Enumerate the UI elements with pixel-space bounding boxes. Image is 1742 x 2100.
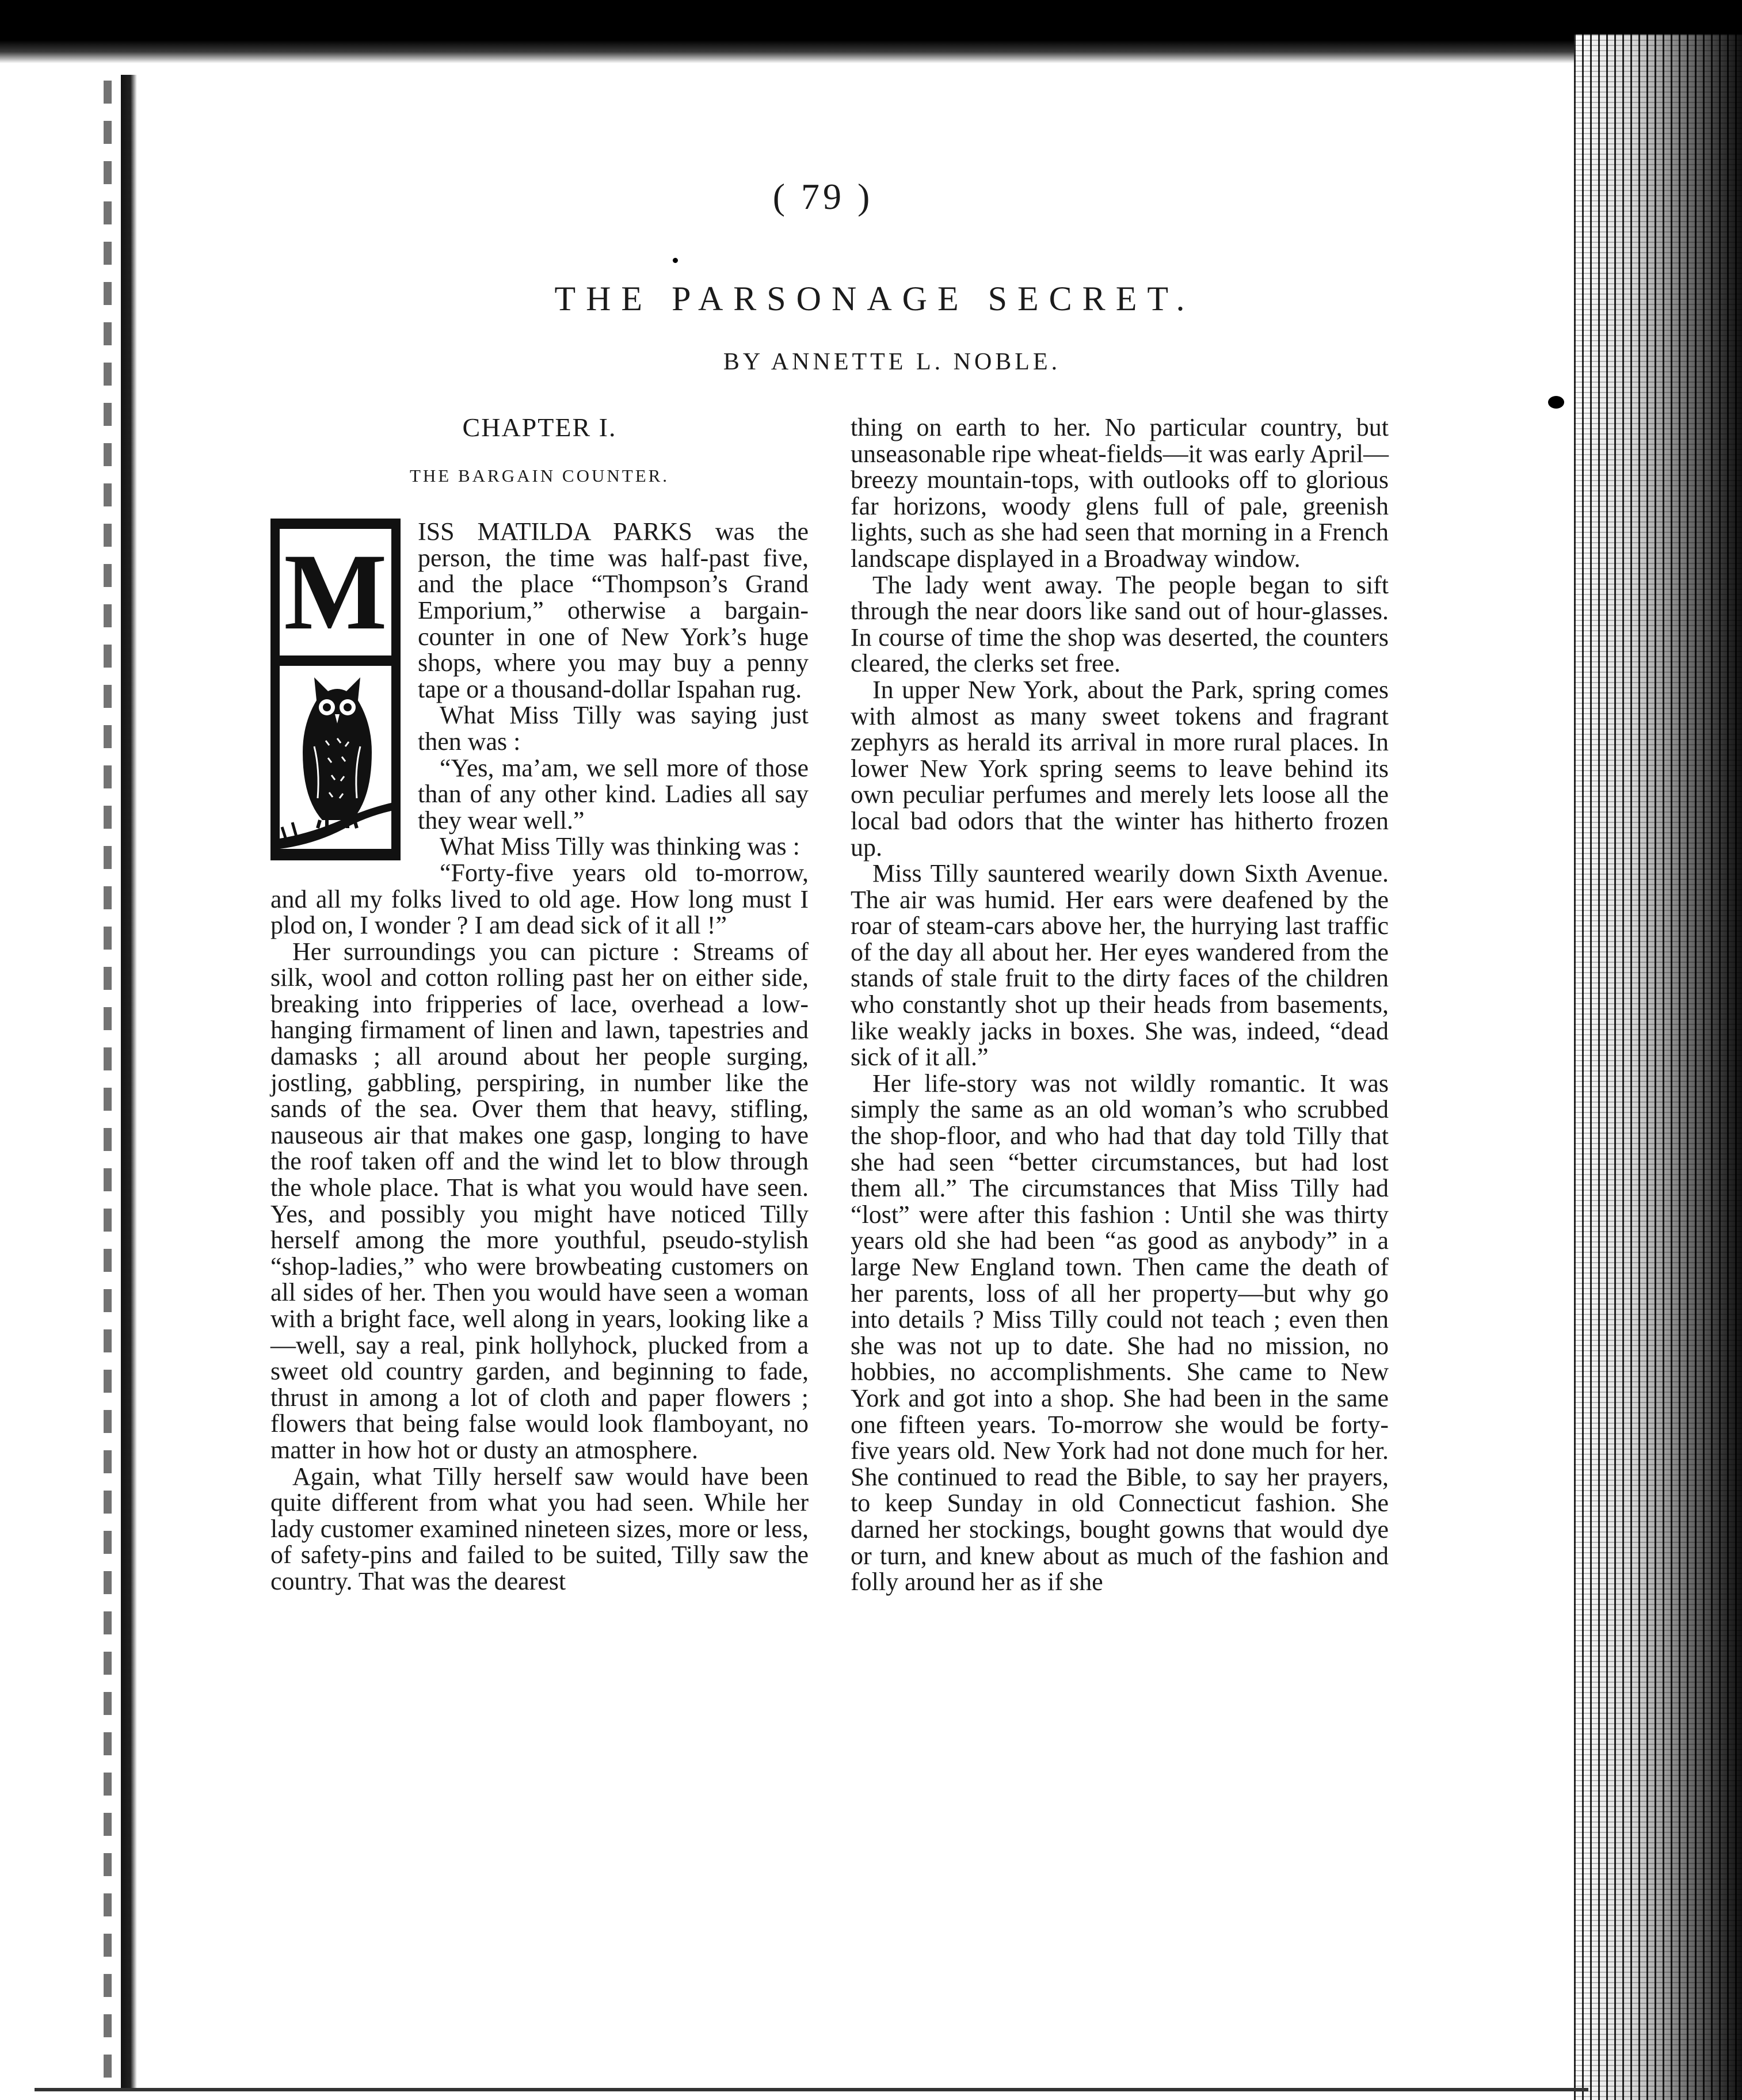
scan-right-edge: [1574, 35, 1742, 2100]
paragraph: Miss Tilly sauntered wearily down Sixth Avenue. The air was humid. Her ears were deafened by the roar of steam-cars above her, the hurrying last traffic of the day all about her. Her eyes wandered from the stands of stale fruit to the dirty faces of the children who constantly shot up their heads from basements, like weakly jacks in boxes. She was, indeed, “dead sick of it all.”: [851, 859, 1389, 1072]
scan-left-edge: [121, 75, 137, 2089]
owl-icon: [280, 666, 391, 849]
paragraph: The lady went away. The people began to sift through the near doors like sand out of hour-glasses. In course of time the shop was deserted, the counters cleared, the clerks set free.: [851, 570, 1389, 678]
scan-bottom-edge: [35, 2088, 1588, 2091]
paragraph: thing on earth to her. No particular country, but unseasonable ripe wheat-fields—it was early April—breezy mountain-tops, with outlooks off to glorious far horizons, woody glens full of pale, greenish lights, such as she had seen that morning in a French landscape displayed in a Broadway window.: [851, 413, 1389, 573]
paragraph: In upper New York, about the Park, spring comes with almost as many sweet tokens and fragrant zephyrs as herald its arrival in more rural places. In lower New York spring seems to leave behind its own peculiar perfumes and merely lets loose all the local bad odors that the winter has hitherto frozen up.: [851, 675, 1389, 862]
byline: BY ANNETTE L. NOBLE.: [723, 349, 1061, 375]
left-column: [270, 414, 809, 1595]
chapter-subheading: THE BARGAIN COUNTER.: [409, 465, 670, 486]
paragraph: Her surroundings you can picture : Streams of silk, wool and cotton rolling past her on either side, breaking into fripperies of lace, overhead a low-hanging firmament of linen and lawn, tapestries and damasks ; all around about her people surging, jostling, gabbling, perspiring, in number like the sands of the sea. Over them that heavy, stifling, nauseous air that makes one gasp, longing to have the roof taken off and the wind let to blow through the whole place. That is what you would have seen. Yes, and possibly you might have noticed Tilly herself among the more youthful, pseudo-stylish “shop-ladies,” who were browbeating customers on all sides of her. Then you would have seen a woman with a bright face, well along in years, looking like a—well, say a real, pink hollyhock, plucked from a sweet old country garden, and beginning to fade, thrust in among a lot of cloth and paper flowers ; flowers that being false would look flamboyant, no matter in how hot or dusty an atmosphere.: [270, 937, 809, 1464]
ink-speck: [1548, 396, 1564, 409]
right-column: [851, 414, 1389, 1595]
paragraph: Again, what Tilly herself saw would have been quite different from what you had seen. While her lady customer examined nineteen sizes, more or less, of safety-pins and failed to be suited, Tilly saw the country. That was the dearest: [270, 1462, 809, 1595]
paragraph: “Forty-five years old to-morrow, and all my folks lived to old age. How long must I plod on, I wonder ? I am dead sick of it all !”: [270, 858, 809, 940]
article-title: THE PARSONAGE SECRET.: [554, 280, 1195, 318]
paragraph: “Yes, ma’am, we sell more of those than of any other kind. Ladies all say they wear well.”: [418, 753, 809, 834]
scan-top-edge: [0, 0, 1742, 63]
paragraph: ISS MATILDA PARKS was the person, the time was half-past five, and the place “Thompson’s Grand Emporium,” otherwise a bargain-counter in one of New York’s huge shops, where you may buy a penny tape or a thousand-dollar Ispahan rug.: [418, 517, 809, 703]
chapter-heading: CHAPTER I.: [462, 413, 617, 442]
drop-cap: [270, 519, 401, 860]
paragraph: What Miss Tilly was thinking was :: [440, 832, 800, 861]
paragraph: Her life-story was not wildly romantic. It was simply the same as an old woman’s who scrubbed the shop-floor, and who had that day told Tilly that she had seen “better circumstances, but had lost them all.” The circumstances that Miss Tilly had “lost” were after this fashion : Until she was thirty years old she had been “as good as anybody” in a large New England town. Then came the death of her parents, loss of all her property—but why go into details ? Miss Tilly could not teach ; even then she was not up to date. She had no mission, no hobbies, no accomplishments. She came to New York and got into a shop. She had been in the same one fifteen years. To-morrow she would be forty-five years old. New York had not done much for her. She continued to read the Bible, to say her prayers, to keep Sunday in old Connecticut fashion. She darned her stockings, bought gowns that would dye or turn, and knew about as much of the fashion and folly around her as if she: [851, 1069, 1389, 1596]
paragraph: What Miss Tilly was saying just then was :: [418, 701, 809, 756]
page-number: ( 79 ): [772, 176, 874, 217]
scan-left-strip: [104, 81, 112, 2083]
ink-speck: [673, 258, 678, 263]
drop-cap-letter: M: [280, 529, 391, 655]
